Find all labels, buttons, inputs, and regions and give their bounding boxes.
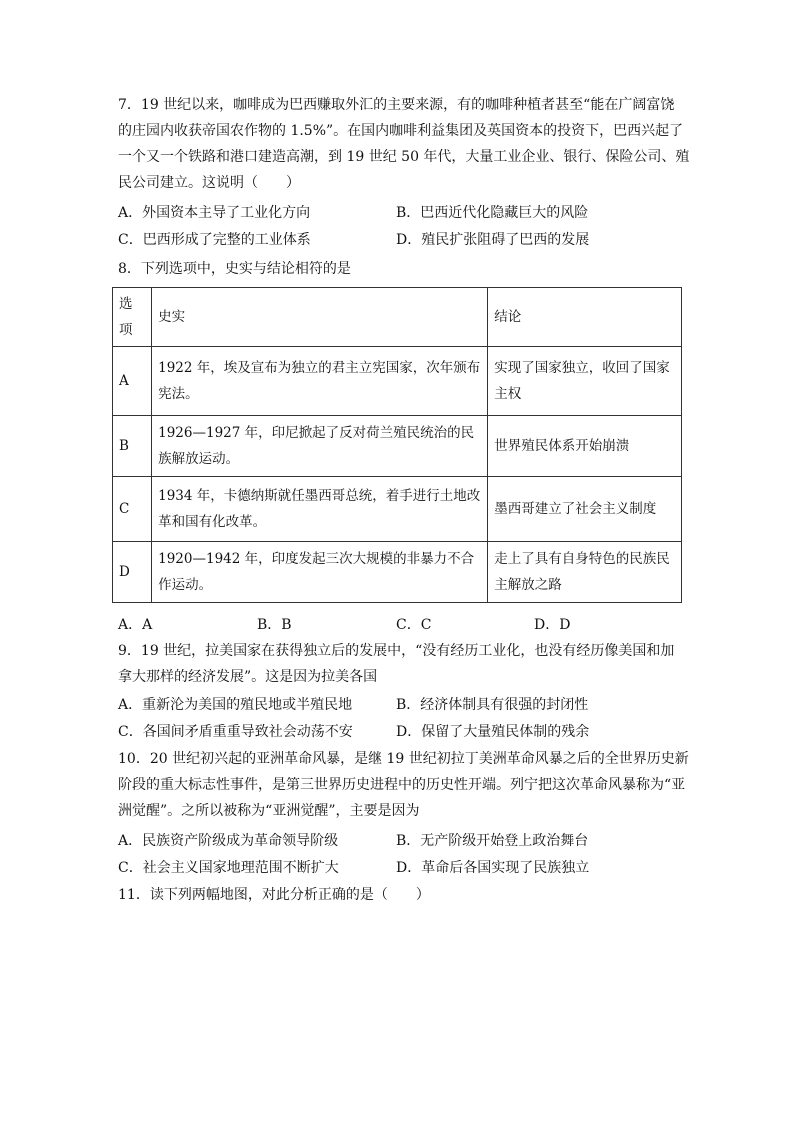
question-9 <box>118 638 683 690</box>
fact-conclusion-table <box>112 287 682 603</box>
table-row <box>113 416 682 477</box>
row-conclusion: 墨西哥建立了社会主义制度 <box>488 477 682 542</box>
option-b[interactable]: B．B <box>257 617 292 633</box>
option-c[interactable]: C．巴西形成了完整的工业体系 <box>118 232 311 248</box>
question-10-options <box>118 828 683 882</box>
option-a[interactable]: A．外国资本主导了工业化方向 <box>118 205 311 221</box>
table-header-row <box>113 288 682 347</box>
option-a[interactable]: A．民族资产阶级成为革命领导阶级 <box>118 833 339 849</box>
row-conclusion: 实现了国家独立，收回了国家主权 <box>488 347 682 416</box>
question-8-stem: 8．下列选项中，史实与结论相符的是 <box>118 261 351 277</box>
option-b[interactable]: B．巴西近代化隐藏巨大的风险 <box>396 205 589 221</box>
question-10 <box>118 746 689 824</box>
row-conclusion: 世界殖民体系开始崩溃 <box>488 416 682 477</box>
option-c[interactable]: C．社会主义国家地理范围不断扩大 <box>118 860 339 876</box>
option-d[interactable]: D．殖民扩张阻碍了巴西的发展 <box>396 232 590 248</box>
question-10-line: 10．20 世纪初兴起的亚洲革命风暴，是继 19 世纪初拉丁美洲革命风暴之后的全世界历史新 <box>118 751 689 767</box>
row-option: D <box>113 542 152 603</box>
option-a[interactable]: A．重新沦为美国的殖民地或半殖民地 <box>118 697 353 713</box>
header-conclusion: 结论 <box>488 288 682 347</box>
option-d[interactable]: D．D <box>534 617 571 633</box>
table-row <box>113 542 682 603</box>
option-b[interactable]: B．经济体制具有很强的封闭性 <box>396 697 589 713</box>
question-11-stem: 11．读下列两幅地图，对此分析正确的是（ ） <box>118 887 430 903</box>
table-row <box>113 347 682 416</box>
header-option: 选项 <box>113 288 152 347</box>
question-7-line: 民公司建立。这说明（ ） <box>118 175 300 191</box>
row-fact: 1926—1927 年，印尼掀起了反对荷兰殖民统治的民族解放运动。 <box>152 416 488 477</box>
row-option: C <box>113 477 152 542</box>
option-c[interactable]: C．各国间矛盾重重导致社会动荡不安 <box>118 724 353 740</box>
row-fact: 1922 年，埃及宣布为独立的君主立宪国家，次年颁布宪法。 <box>152 347 488 416</box>
question-9-line: 9．19 世纪，拉美国家在获得独立后的发展中，“没有经历工业化，也没有经历像美国和加 <box>118 643 675 659</box>
question-7-options <box>118 200 683 254</box>
row-fact: 1920—1942 年，印度发起三次大规模的非暴力不合作运动。 <box>152 542 488 603</box>
question-7-line: 一个又一个铁路和港口建造高潮，到 19 世纪 50 年代，大量工业企业、银行、保险公司、殖 <box>118 149 690 165</box>
header-fact: 史实 <box>152 288 488 347</box>
row-option: A <box>113 347 152 416</box>
question-7-line: 7．19 世纪以来，咖啡成为巴西赚取外汇的主要来源，有的咖啡种植者甚至“能在广阔富饶 <box>118 97 675 113</box>
option-d[interactable]: D．革命后各国实现了民族独立 <box>396 860 590 876</box>
question-8-options <box>118 612 683 636</box>
option-a[interactable]: A．A <box>118 617 153 633</box>
question-7-line: 的庄园内收获帝国农作物的 1.5%”。在国内咖啡利益集团及英国资本的投资下，巴西兴起了 <box>118 123 684 139</box>
row-conclusion: 走上了具有自身特色的民族民主解放之路 <box>488 542 682 603</box>
option-d[interactable]: D．保留了大量殖民体制的残余 <box>396 724 590 740</box>
question-10-line: 阶段的重大标志性事件，是第三世界历史进程中的历史性开端。列宁把这次革命风暴称为“亚 <box>118 777 686 793</box>
question-8 <box>118 256 683 282</box>
table-row <box>113 477 682 542</box>
row-fact: 1934 年，卡德纳斯就任墨西哥总统，着手进行土地改革和国有化改革。 <box>152 477 488 542</box>
question-11 <box>118 882 683 908</box>
question-9-options <box>118 692 683 746</box>
question-9-line: 拿大那样的经济发展”。这是因为拉美各国 <box>118 669 378 685</box>
option-c[interactable]: C．C <box>396 617 432 633</box>
question-7 <box>118 92 690 196</box>
row-option: B <box>113 416 152 477</box>
option-b[interactable]: B．无产阶级开始登上政治舞台 <box>396 833 589 849</box>
question-10-line: 洲觉醒”。之所以被称为“亚洲觉醒”，主要是因为 <box>118 803 420 819</box>
